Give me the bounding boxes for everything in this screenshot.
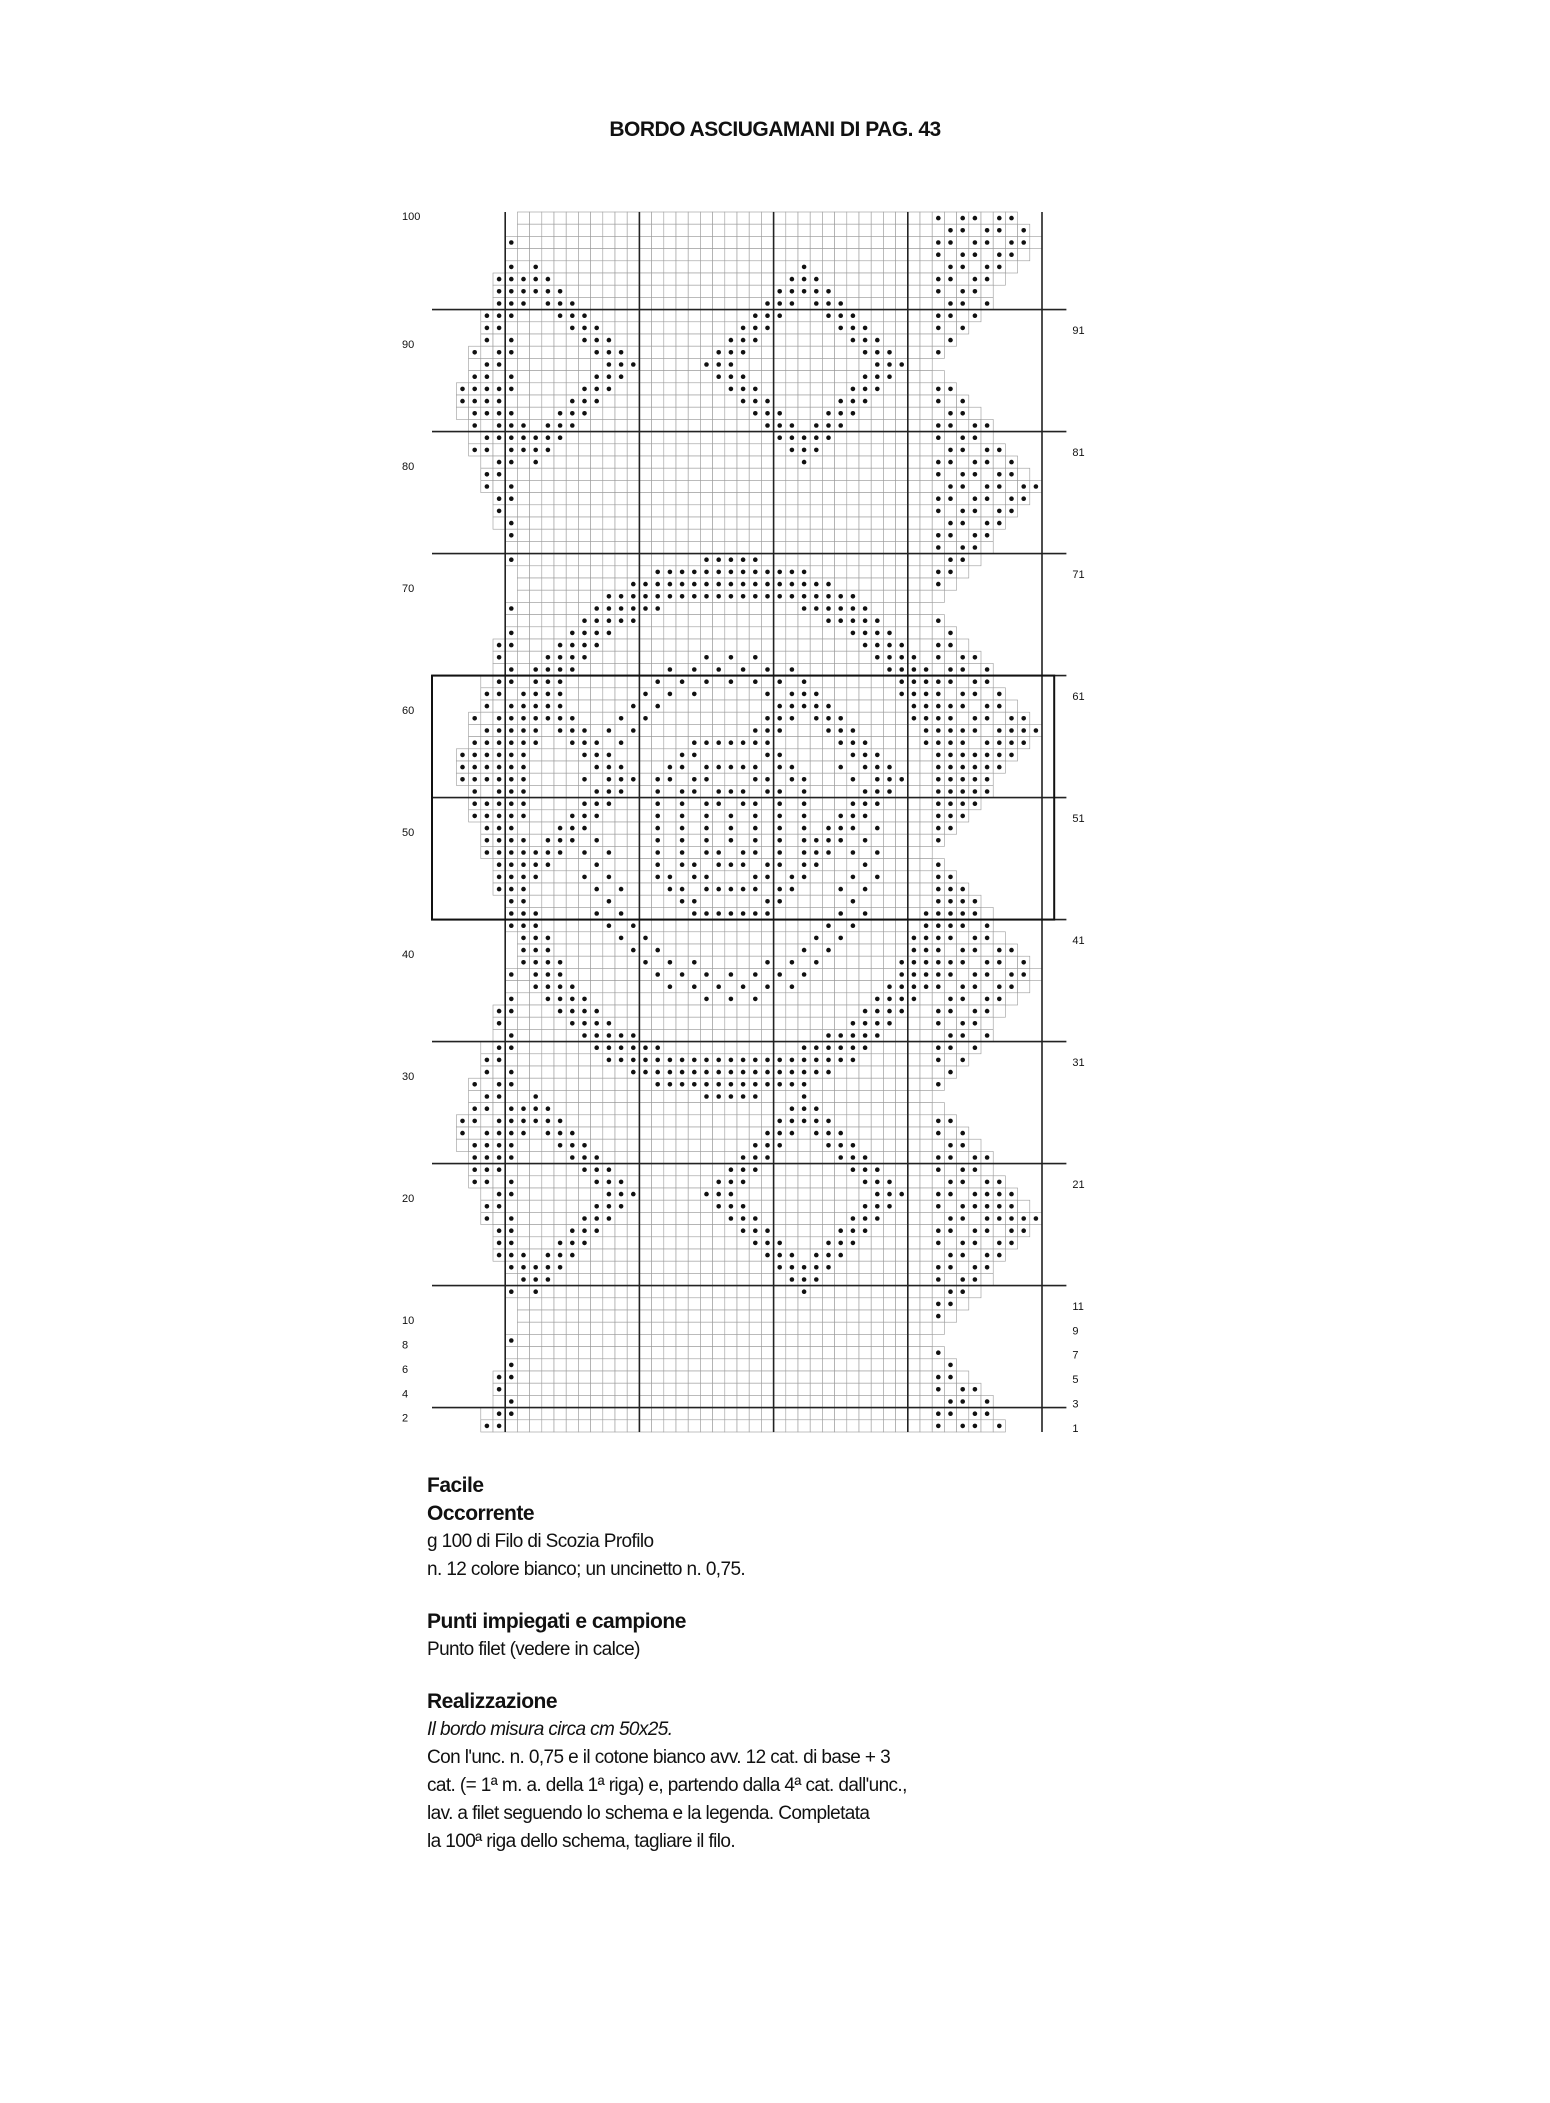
right-row-label: 1 (1072, 1422, 1079, 1435)
left-row-label: 4 (402, 1388, 409, 1401)
difficulty-level: Facile (427, 1474, 484, 1497)
making-size: Il bordo misura circa cm 50x25. (427, 1719, 673, 1740)
right-row-label: 3 (1072, 1398, 1079, 1411)
stitches-text: Punto filet (vedere in calce) (427, 1639, 640, 1660)
making-line-2: cat. (= 1ª m. a. della 1ª riga) e, partendo dalla 4ª cat. dall'unc., (427, 1775, 907, 1796)
materials-line-2: n. 12 colore bianco; un uncinetto n. 0,75. (427, 1559, 746, 1580)
making-line-4: la 100ª riga dello schema, tagliare il filo. (427, 1831, 736, 1852)
chart-cells (456, 212, 1042, 1432)
left-row-label: 40 (402, 949, 415, 962)
materials-line-1: g 100 di Filo di Scozia Profilo (427, 1531, 654, 1552)
right-row-label: 91 (1072, 324, 1085, 337)
right-row-label: 51 (1072, 812, 1085, 825)
making-line-1: Con l'unc. n. 0,75 e il cotone bianco avv. 12 cat. di base + 3 (427, 1747, 891, 1768)
left-row-label: 90 (402, 339, 415, 352)
right-row-label: 71 (1072, 568, 1085, 581)
right-row-label: 9 (1072, 1325, 1079, 1338)
materials-heading: Occorrente (427, 1502, 535, 1525)
left-row-label: 8 (402, 1339, 409, 1352)
right-row-label: 7 (1072, 1349, 1079, 1362)
left-row-label: 50 (402, 827, 415, 840)
page-title: BORDO ASCIUGAMANI DI PAG. 43 (609, 118, 941, 141)
right-row-label: 61 (1072, 690, 1085, 703)
right-row-label: 31 (1072, 1056, 1085, 1069)
left-row-label: 60 (402, 705, 415, 718)
stitches-heading: Punti impiegati e campione (427, 1610, 686, 1633)
making-line-3: lav. a filet seguendo lo schema e la legenda. Completata (427, 1803, 870, 1824)
right-row-label: 81 (1072, 446, 1085, 459)
left-row-label: 30 (402, 1071, 415, 1084)
left-row-label: 100 (402, 211, 421, 223)
chart-right-labels (1072, 325, 1084, 1435)
right-row-label: 21 (1072, 1178, 1085, 1191)
making-heading: Realizzazione (427, 1690, 558, 1713)
chart-left-labels (402, 211, 420, 1425)
right-row-label: 5 (1072, 1374, 1079, 1387)
left-row-label: 10 (402, 1315, 415, 1328)
right-row-label: 41 (1072, 934, 1085, 947)
left-row-label: 2 (402, 1412, 409, 1425)
instructions (427, 1472, 1047, 1856)
filet-chart (400, 200, 1100, 1445)
left-row-label: 20 (402, 1193, 415, 1206)
filet-chart-grid (400, 200, 1100, 1445)
left-row-label: 70 (402, 583, 415, 596)
right-row-label: 11 (1072, 1300, 1084, 1313)
left-row-label: 80 (402, 461, 415, 474)
left-row-label: 6 (402, 1363, 409, 1376)
